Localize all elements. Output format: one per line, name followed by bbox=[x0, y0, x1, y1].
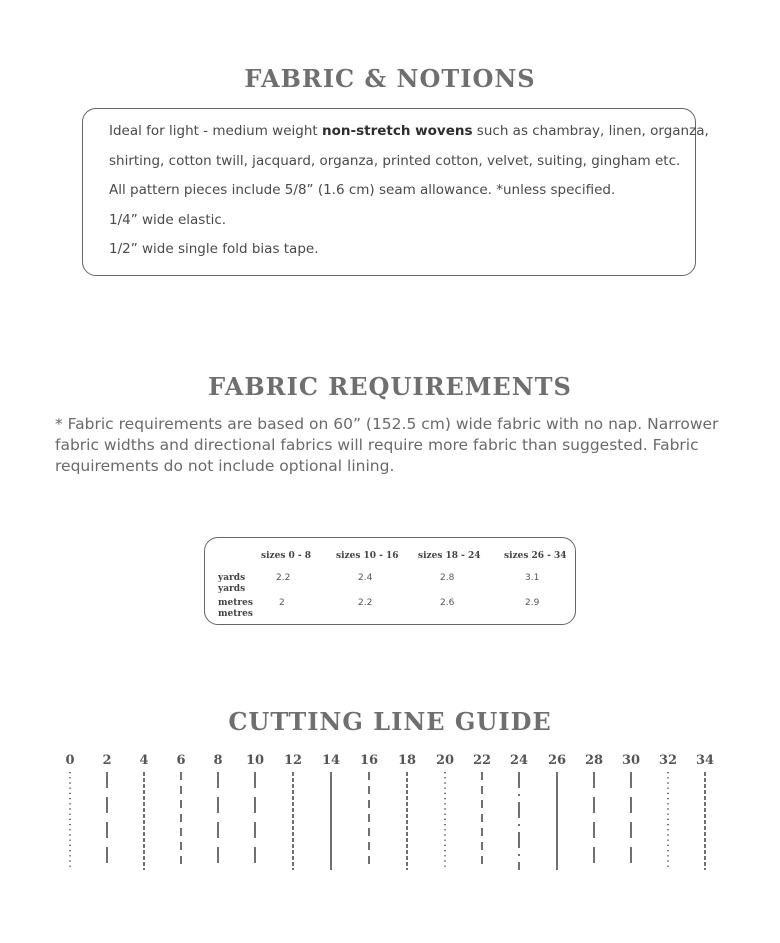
size-label-2: 2 bbox=[102, 753, 112, 768]
size-label-8: 8 bbox=[213, 753, 223, 768]
table-col-header: sizes 0 - 8 bbox=[261, 551, 312, 561]
fabric-requirements-heading: FABRIC REQUIREMENTS bbox=[208, 372, 572, 401]
table-cell: 2.2 bbox=[276, 573, 291, 583]
table-cell: 2.4 bbox=[358, 573, 373, 583]
table-cell: 2.9 bbox=[525, 598, 540, 608]
notions-line-1: Ideal for light - medium weight non-stretch wovens such as chambray, linen, organza, bbox=[109, 123, 709, 139]
fabric-requirements-table bbox=[204, 537, 576, 625]
table-col-header: sizes 26 - 34 bbox=[504, 551, 567, 561]
table-col-header: sizes 10 - 16 bbox=[336, 551, 399, 561]
size-label-20: 20 bbox=[435, 753, 455, 768]
size-label-26: 26 bbox=[547, 753, 567, 768]
size-label-6: 6 bbox=[176, 753, 186, 768]
notions-line-5: 1/2” wide single fold bias tape. bbox=[109, 241, 319, 257]
size-label-32: 32 bbox=[658, 753, 678, 768]
size-label-14: 14 bbox=[321, 753, 341, 768]
notions-bold-text: non-stretch wovens bbox=[321, 123, 473, 139]
table-cell: 2.8 bbox=[440, 573, 455, 583]
size-label-24: 24 bbox=[509, 753, 529, 768]
notions-line-3: All pattern pieces include 5/8” (1.6 cm) seam allowance. *unless specified. bbox=[109, 182, 616, 198]
table-row-label: yards bbox=[218, 584, 246, 594]
fabric-notions-heading: FABRIC & NOTIONS bbox=[244, 64, 536, 93]
size-label-0: 0 bbox=[65, 753, 75, 768]
size-label-12: 12 bbox=[283, 753, 303, 768]
table-cell: 2.2 bbox=[358, 598, 373, 608]
table-row-label: metres bbox=[218, 609, 253, 619]
size-label-18: 18 bbox=[397, 753, 417, 768]
table-cell: 2 bbox=[279, 598, 285, 608]
table-row-label: yards bbox=[218, 573, 246, 583]
size-label-28: 28 bbox=[584, 753, 604, 768]
fabric-notions-box bbox=[82, 108, 709, 276]
size-label-30: 30 bbox=[621, 753, 641, 768]
size-label-16: 16 bbox=[359, 753, 379, 768]
fabric-requirements-note: * Fabric requirements are based on 60” (152.5 cm) wide fabric with no nap. Narrower fabric widths and directional fabrics will require more fabric than suggested. Fabric requirements do not include optional lining. bbox=[55, 415, 719, 475]
notions-line-4: 1/4” wide elastic. bbox=[109, 212, 227, 228]
size-label-10: 10 bbox=[245, 753, 265, 768]
size-label-22: 22 bbox=[472, 753, 492, 768]
cutting-line-guide-heading: CUTTING LINE GUIDE bbox=[228, 707, 552, 736]
table-cell: 3.1 bbox=[525, 573, 540, 583]
notions-line-2: shirting, cotton twill, jacquard, organza, printed cotton, velvet, suiting, gingham etc. bbox=[109, 153, 681, 169]
size-label-34: 34 bbox=[695, 753, 715, 768]
cutting-line-guide bbox=[0, 748, 780, 876]
size-label-4: 4 bbox=[139, 753, 149, 768]
table-col-header: sizes 18 - 24 bbox=[418, 551, 481, 561]
table-row-label: metres bbox=[218, 598, 253, 608]
table-cell: 2.6 bbox=[440, 598, 455, 608]
